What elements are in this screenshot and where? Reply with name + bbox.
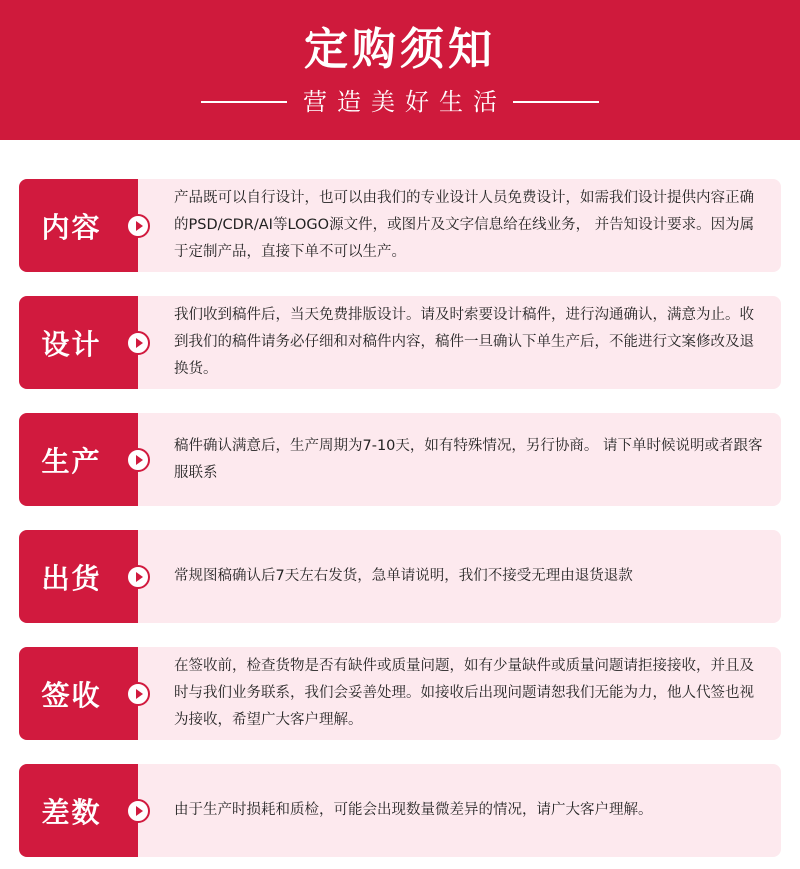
notice-item-receipt bbox=[19, 647, 781, 740]
notice-label bbox=[19, 764, 138, 857]
notice-label-text: 出货 bbox=[41, 561, 102, 595]
notice-description: 稿件确认满意后，生产周期为7-10天，如有特殊情况，另行协商。 请下单时候说明或者跟客服联系 bbox=[174, 437, 763, 481]
notice-item-design bbox=[19, 296, 781, 389]
notice-description: 由于生产时损耗和质检，可能会出现数量微差异的情况，请广大客户理解。 bbox=[174, 802, 653, 818]
arrow-right-circle-icon bbox=[126, 448, 150, 472]
arrow-right-circle-icon bbox=[126, 565, 150, 589]
divider-line-right bbox=[513, 101, 599, 103]
notice-label bbox=[19, 530, 138, 623]
arrow-right-circle-icon bbox=[126, 682, 150, 706]
arrow-right-circle-icon bbox=[126, 214, 150, 238]
page-subtitle: 营造美好生活 bbox=[303, 88, 507, 116]
subtitle-row bbox=[0, 86, 800, 118]
notice-label bbox=[19, 179, 138, 272]
arrow-right-circle-icon bbox=[126, 331, 150, 355]
divider-line-left bbox=[201, 101, 287, 103]
notice-label bbox=[19, 647, 138, 740]
notice-item-production bbox=[19, 413, 781, 506]
notice-description: 常规图稿确认后7天左右发货，急单请说明，我们不接受无理由退货退款 bbox=[174, 568, 633, 584]
arrow-right-circle-icon bbox=[126, 799, 150, 823]
notice-label-text: 签收 bbox=[41, 678, 102, 712]
notice-item-content bbox=[19, 179, 781, 272]
header-banner bbox=[0, 0, 800, 140]
notice-label-text: 生产 bbox=[41, 444, 102, 478]
notice-label-text: 内容 bbox=[41, 210, 102, 244]
notice-label-text: 设计 bbox=[41, 327, 102, 361]
notice-item-quantity-difference bbox=[19, 764, 781, 857]
notice-description: 产品既可以自行设计，也可以由我们的专业设计人员免费设计，如需我们设计提供内容正确的PSD/CDR/AI等LOGO源文件，或图片及文字信息给在线业务， 并告知设计要求。因为属于定制产品，直接下单不可以生产。 bbox=[174, 190, 755, 260]
page-title: 定购须知 bbox=[304, 24, 496, 75]
notice-label-text: 差数 bbox=[41, 795, 102, 829]
notice-label bbox=[19, 296, 138, 389]
notice-item-shipping bbox=[19, 530, 781, 623]
notice-description: 在签收前，检查货物是否有缺件或质量问题，如有少量缺件或质量问题请拒接接收，并且及时与我们业务联系，我们会妥善处理。如接收后出现问题请恕我们无能为力，他人代签也视为接收，希望广大客户理解。 bbox=[174, 658, 754, 728]
notice-description: 我们收到稿件后，当天免费排版设计。请及时索要设计稿件，进行沟通确认，满意为止。收到我们的稿件请务必仔细和对稿件内容，稿件一旦确认下单生产后，不能进行文案修改及退换货。 bbox=[174, 307, 754, 377]
notice-label bbox=[19, 413, 138, 506]
